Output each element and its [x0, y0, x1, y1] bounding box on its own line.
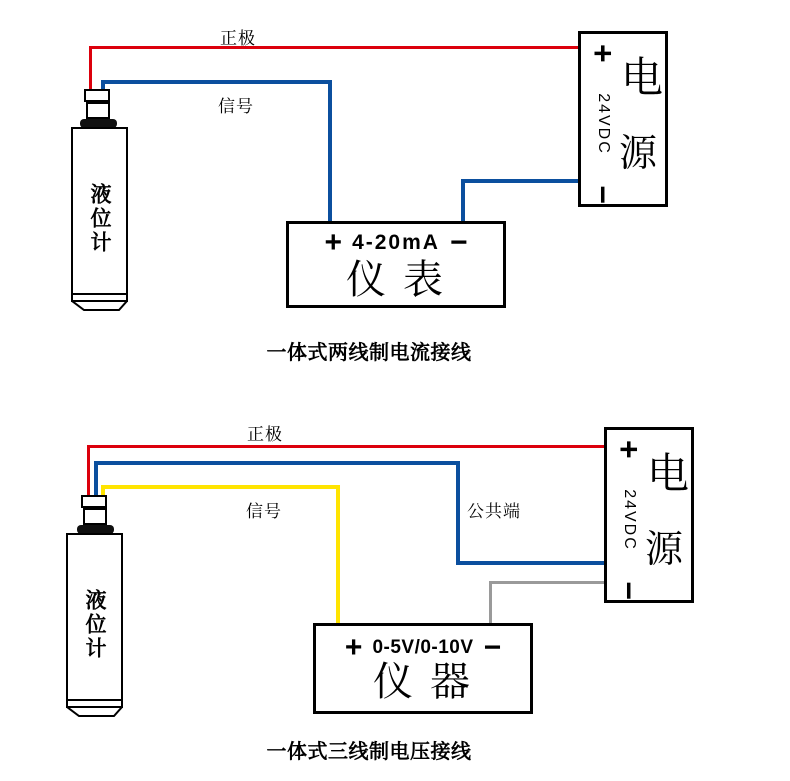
power-name-char-top: 电 [621, 54, 664, 101]
meter-box [286, 221, 506, 308]
sensor-bottom-line [73, 293, 126, 295]
power-name-char-bottom: 源 [619, 133, 658, 175]
signal-wire-drop-to-meter [328, 80, 332, 223]
signal-wire-label: 信号 [218, 97, 254, 116]
power-minus-terminal: − [611, 581, 647, 600]
common-wire-drop [456, 461, 460, 565]
sensor-label: 液位计 [88, 183, 111, 255]
meter-range-label: 4-20mA [352, 231, 440, 254]
return-wire-to-power [461, 179, 581, 183]
meter-plus-terminal: + [324, 226, 343, 259]
power-name-char-bottom: 源 [645, 529, 684, 571]
meter-minus-terminal: − [449, 226, 468, 259]
meter-name: 仪 表 [345, 258, 447, 302]
sensor-label: 液位计 [83, 589, 106, 661]
power-terminal-column [587, 42, 619, 206]
instrument-box [313, 623, 533, 714]
power-minus-terminal: − [585, 185, 621, 204]
sensor-body [71, 127, 128, 302]
sensor-neck [83, 508, 107, 525]
sensor-cap [84, 89, 110, 102]
common-wire-label: 公共端 [467, 502, 521, 521]
two-wire-caption: 一体式两线制电流接线 [266, 342, 472, 364]
positive-wire-horizontal [87, 445, 607, 448]
sensor-neck [86, 102, 110, 119]
power-plus-terminal: + [611, 440, 647, 459]
instrument-terminal-row [344, 631, 502, 664]
signal-wire-label: 信号 [246, 502, 282, 521]
signal-wire-horizontal [101, 80, 332, 84]
meter-terminal-row [325, 228, 468, 258]
positive-wire-horizontal [89, 46, 581, 49]
positive-wire-sensor-riser [87, 445, 90, 497]
power-voltage-label: 24VDC [621, 489, 638, 551]
instrument-plus-terminal: + [344, 631, 363, 664]
sensor-tip [71, 301, 128, 312]
power-plus-terminal: + [585, 44, 621, 63]
ground-wire-from-power [489, 581, 607, 584]
return-wire-meter-riser [461, 179, 465, 223]
power-name-char-top: 电 [647, 450, 690, 497]
sensor-body [66, 533, 123, 708]
power-terminal-column [613, 438, 645, 602]
three-wire-caption: 一体式三线制电压接线 [266, 741, 472, 763]
positive-wire-sensor-riser [89, 46, 92, 91]
signal-wire-drop-to-instrument [336, 485, 340, 625]
signal-wire-horizontal [101, 485, 340, 489]
common-wire-to-power [456, 561, 607, 565]
power-supply-box [578, 31, 668, 207]
sensor-tip [66, 707, 123, 718]
instrument-range-label: 0-5V/0-10V [372, 637, 474, 658]
positive-wire-label: 正极 [220, 29, 256, 48]
instrument-minus-terminal: − [483, 631, 502, 664]
power-supply-box [604, 427, 694, 603]
ground-wire-drop-to-instrument [489, 581, 492, 625]
common-wire-sensor-riser [94, 461, 98, 497]
sensor-bottom-line [68, 699, 121, 701]
positive-wire-label: 正极 [247, 425, 283, 444]
sensor-cap [81, 495, 107, 508]
common-wire-horizontal [94, 461, 460, 465]
instrument-name: 仪 器 [372, 660, 474, 704]
power-voltage-label: 24VDC [595, 93, 612, 155]
